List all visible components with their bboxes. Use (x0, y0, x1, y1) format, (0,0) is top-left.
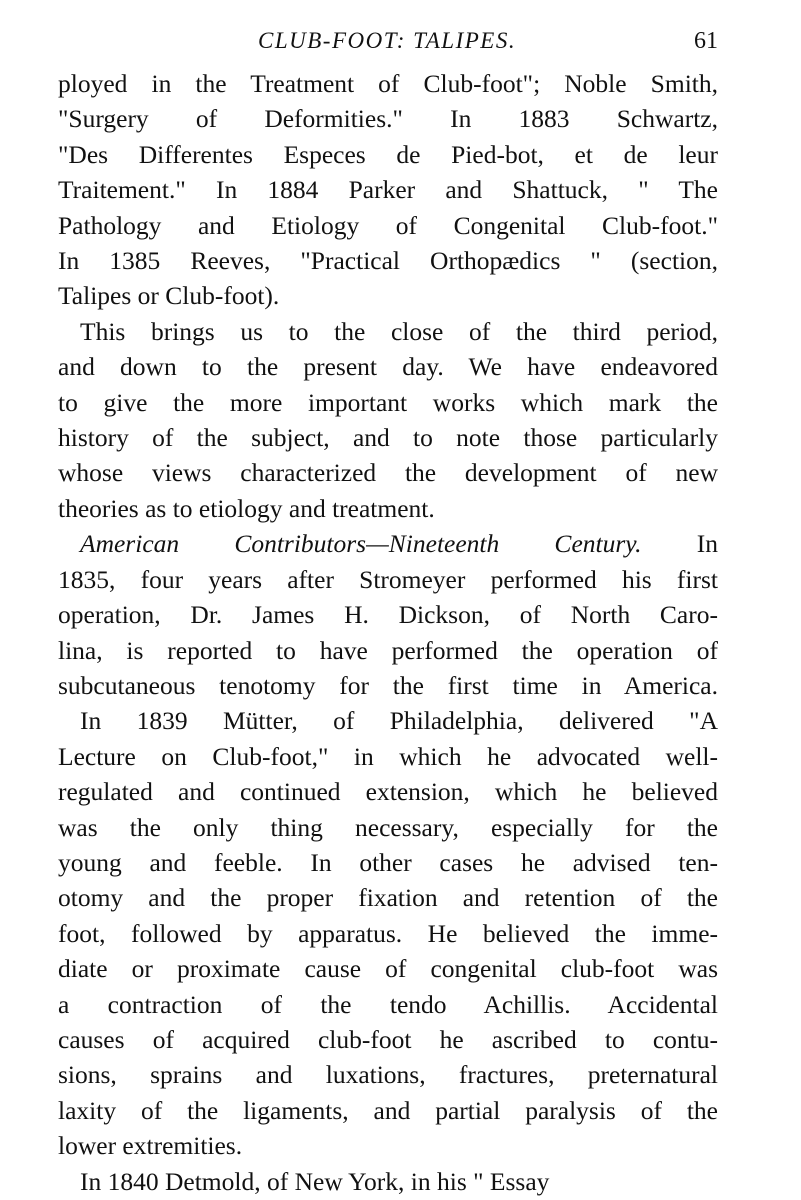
paragraph-start-line: In 1840 Detmold, of New York, in his " Essay (80, 1166, 550, 1196)
running-head (58, 22, 718, 58)
text-line: "Surgery of Deformities." In 1883 Schwartz, (58, 104, 718, 134)
text-line: subcutaneous tenotomy for the first time in America. (58, 670, 718, 700)
section-heading-line (58, 526, 718, 561)
text-line: sions, sprains and luxations, fractures, preternatural (58, 1060, 718, 1090)
body-text (58, 66, 718, 1199)
text-line: history of the subject, and to note those particularly (58, 423, 718, 453)
text-line: Pathology and Etiology of Congenital Club-foot." (58, 210, 718, 240)
text-line: In 1385 Reeves, "Practical Orthopædics " (section, (58, 246, 718, 276)
section-heading: American Contributors—Nineteenth Century. (80, 529, 642, 559)
text-line: regulated and continued extension, which he believed (58, 777, 718, 807)
text-line: Lecture on Club-foot," in which he advocated well- (58, 741, 718, 771)
text-line: Traitement." In 1884 Parker and Shattuck, " The (58, 175, 718, 205)
text-line: was the only thing necessary, especially for the (58, 812, 718, 842)
text-line: lower extremities. (58, 1131, 243, 1161)
running-head-title: CLUB-FOOT: TALIPES. (258, 28, 517, 53)
section-heading-rest: In (641, 529, 718, 559)
text-line: young and feeble. In other cases he advised ten- (58, 847, 718, 877)
text-line: Talipes or Club-foot). (58, 281, 280, 311)
text-line: diate or proximate cause of congenital club-foot was (58, 954, 718, 984)
text-line: a contraction of the tendo Achillis. Accidental (58, 989, 718, 1019)
text-line: operation, Dr. James H. Dickson, of North Caro- (58, 600, 718, 630)
text-line: foot, followed by apparatus. He believed the imme- (58, 918, 718, 948)
text-line: ployed in the Treatment of Club-foot"; Noble Smith, (58, 69, 718, 98)
text-line: theories as to etiology and treatment. (58, 493, 435, 523)
paragraph-start-line: In 1839 Mütter, of Philadelphia, delivered "A (80, 706, 718, 736)
book-page (58, 22, 718, 1199)
text-line: laxity of the ligaments, and partial paralysis of the (58, 1095, 718, 1125)
text-line: and down to the present day. We have endeavored (58, 352, 718, 382)
text-line: 1835, four years after Stromeyer performed his first (58, 564, 718, 594)
paragraph-start-line: This brings us to the close of the third period, (80, 316, 718, 346)
text-line: "Des Differentes Especes de Pied-bot, et de leur (58, 139, 718, 169)
text-line: otomy and the proper fixation and retention of the (58, 883, 718, 913)
text-line: lina, is reported to have performed the operation of (58, 635, 718, 665)
text-line: causes of acquired club-foot he ascribed to contu- (58, 1024, 718, 1054)
page-number: 61 (694, 28, 718, 54)
text-line: whose views characterized the development of new (58, 458, 718, 488)
text-line: to give the more important works which mark the (58, 387, 718, 417)
